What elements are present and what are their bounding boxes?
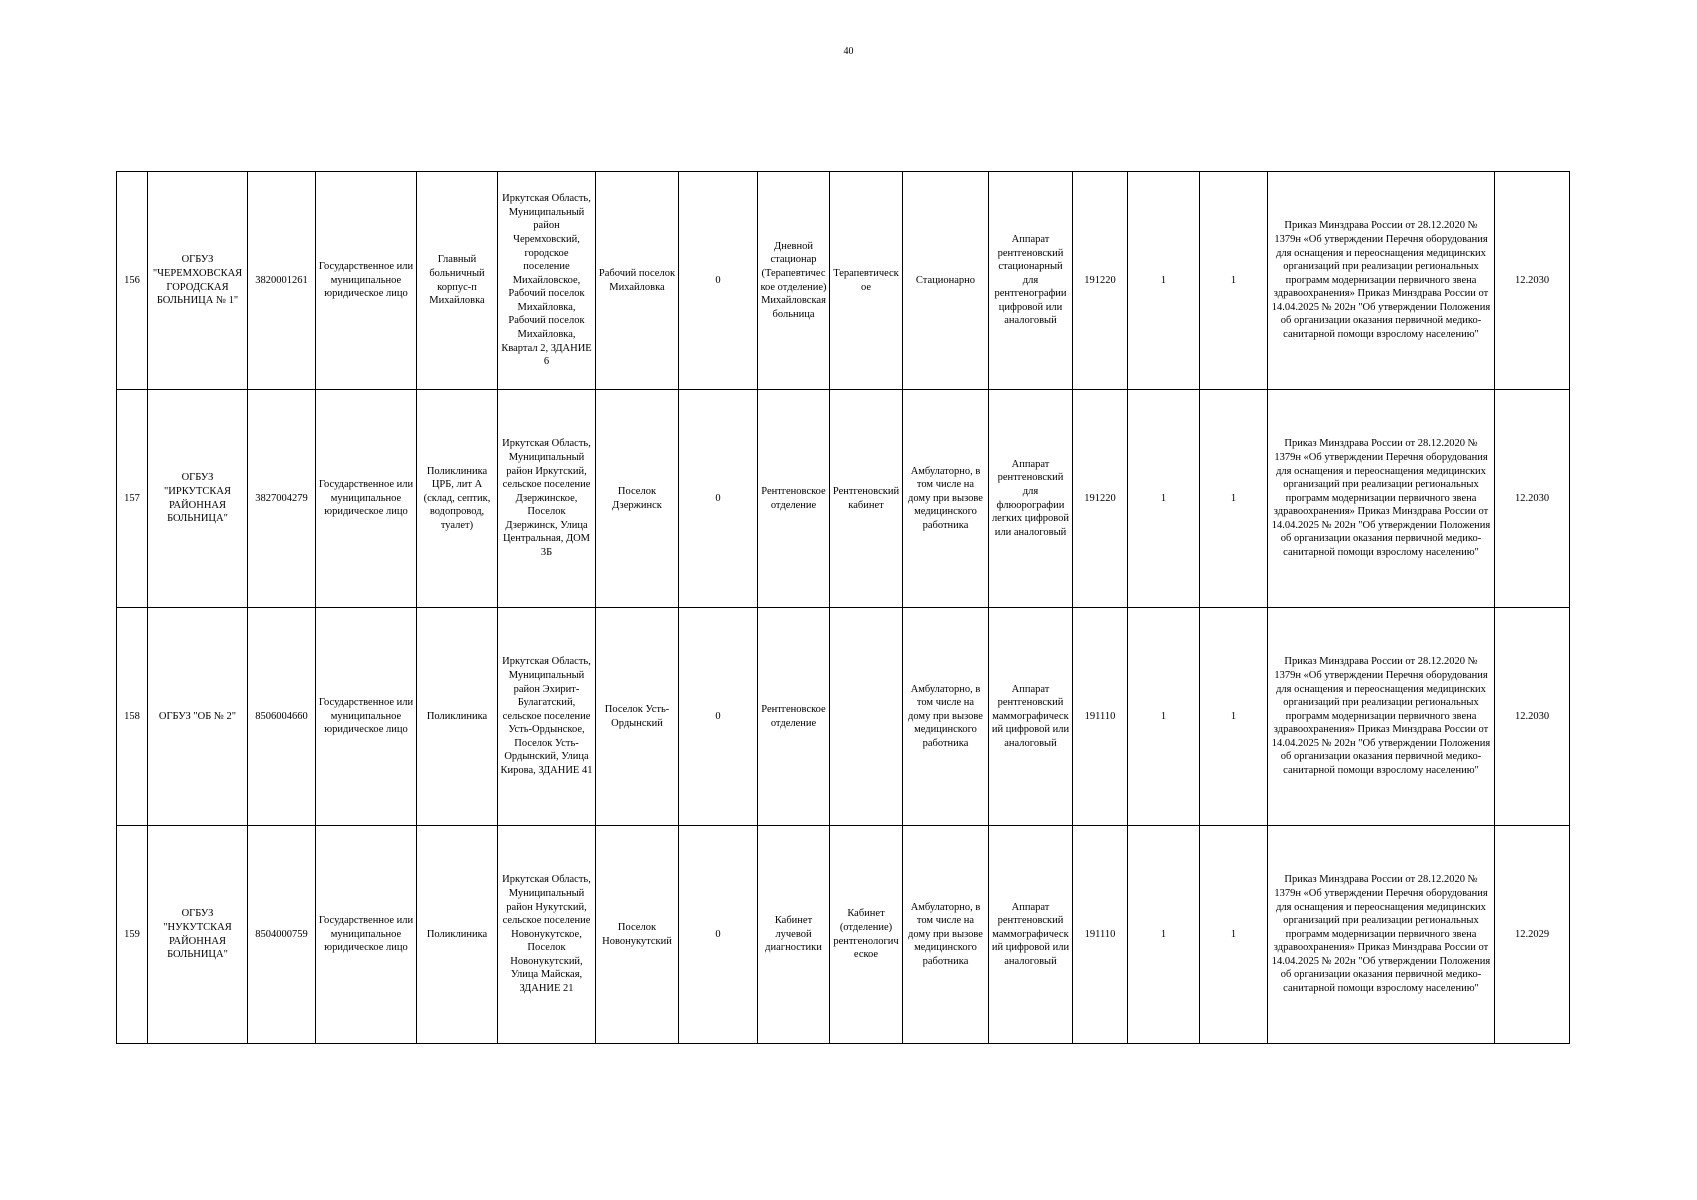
- quantity-2: 1: [1200, 826, 1268, 1044]
- row-number: 159: [117, 826, 148, 1044]
- quantity-2: 1: [1200, 608, 1268, 826]
- organization-name: ОГБУЗ "ИРКУТСКАЯ РАЙОННАЯ БОЛЬНИЦА": [148, 390, 248, 608]
- room: Терапевтическое: [830, 172, 903, 390]
- locality: Поселок Усть-Ордынский: [596, 608, 679, 826]
- zero-value: 0: [679, 390, 758, 608]
- equipment-table: [116, 171, 1570, 1044]
- quantity-1: 1: [1128, 608, 1200, 826]
- inn: 3820001261: [248, 172, 316, 390]
- deadline: 12.2029: [1495, 826, 1570, 1044]
- address: Иркутская Область, Муниципальный район Эхирит-Булагатский, сельское поселение Усть-Ордынское, Поселок Усть-Ордынский, Улица Кирова, ЗДАНИЕ 41: [498, 608, 596, 826]
- locality: Поселок Новонукутский: [596, 826, 679, 1044]
- quantity-1: 1: [1128, 826, 1200, 1044]
- organization-name: ОГБУЗ "ОБ № 2": [148, 608, 248, 826]
- building: Поликлиника: [417, 608, 498, 826]
- legal-basis: Приказ Минздрава России от 28.12.2020 № 1379н «Об утверждении Перечня оборудования для оснащения и переоснащения медицинских организаций при реализации региональных программ модернизации первичного звена здравоохранения» Приказ Минздрава России от 14.04.2025 № 202н "Об утверждении Положения об организации оказания первичной медико-санитарной помощи взрослому населению": [1268, 826, 1495, 1044]
- organization-name: ОГБУЗ "ЧЕРЕМХОВСКАЯ ГОРОДСКАЯ БОЛЬНИЦА № 1": [148, 172, 248, 390]
- row-number: 158: [117, 608, 148, 826]
- room: Рентгеновский кабинет: [830, 390, 903, 608]
- quantity-1: 1: [1128, 172, 1200, 390]
- care-type: Амбулаторно, в том числе на дому при вызове медицинского работника: [903, 826, 989, 1044]
- row-number: 157: [117, 390, 148, 608]
- care-type: Амбулаторно, в том числе на дому при вызове медицинского работника: [903, 390, 989, 608]
- equipment: Аппарат рентгеновский маммографический цифровой или аналоговый: [989, 608, 1073, 826]
- room: Кабинет (отделение) рентгенологическое: [830, 826, 903, 1044]
- legal-form: Государственное или муниципальное юридическое лицо: [316, 172, 417, 390]
- legal-form: Государственное или муниципальное юридическое лицо: [316, 390, 417, 608]
- building: Поликлиника ЦРБ, лит А (склад, септик, водопровод, туалет): [417, 390, 498, 608]
- care-type: Стационарно: [903, 172, 989, 390]
- department: Дневной стационар (Терапевтическое отделение) Михайловская больница: [758, 172, 830, 390]
- page-number: 40: [843, 46, 854, 57]
- deadline: 12.2030: [1495, 172, 1570, 390]
- care-type: Амбулаторно, в том числе на дому при вызове медицинского работника: [903, 608, 989, 826]
- address: Иркутская Область, Муниципальный район Черемховский, городское поселение Михайловское, Рабочий поселок Михайловка, Рабочий поселок Михайловка, Квартал 2, ЗДАНИЕ 6: [498, 172, 596, 390]
- zero-value: 0: [679, 826, 758, 1044]
- table-row: [117, 608, 1570, 826]
- equipment-code: 191110: [1073, 826, 1128, 1044]
- legal-basis: Приказ Минздрава России от 28.12.2020 № 1379н «Об утверждении Перечня оборудования для оснащения и переоснащения медицинских организаций при реализации региональных программ модернизации первичного звена здравоохранения» Приказ Минздрава России от 14.04.2025 № 202н "Об утверждении Положения об организации оказания первичной медико-санитарной помощи взрослому населению": [1268, 390, 1495, 608]
- department: Рентгеновское отделение: [758, 608, 830, 826]
- equipment: Аппарат рентгеновский маммографический цифровой или аналоговый: [989, 826, 1073, 1044]
- organization-name: ОГБУЗ "НУКУТСКАЯ РАЙОННАЯ БОЛЬНИЦА": [148, 826, 248, 1044]
- equipment-code: 191220: [1073, 172, 1128, 390]
- department: Рентгеновское отделение: [758, 390, 830, 608]
- equipment: Аппарат рентгеновский для флюорографии легких цифровой или аналоговый: [989, 390, 1073, 608]
- inn: 8506004660: [248, 608, 316, 826]
- zero-value: 0: [679, 172, 758, 390]
- locality: Поселок Дзержинск: [596, 390, 679, 608]
- address: Иркутская Область, Муниципальный район Нукутский, сельское поселение Новонукутское, Поселок Новонукутский, Улица Майская, ЗДАНИЕ 21: [498, 826, 596, 1044]
- quantity-2: 1: [1200, 390, 1268, 608]
- deadline: 12.2030: [1495, 608, 1570, 826]
- row-number: 156: [117, 172, 148, 390]
- table-row: [117, 172, 1570, 390]
- equipment: Аппарат рентгеновский стационарный для рентгенографии цифровой или аналоговый: [989, 172, 1073, 390]
- quantity-1: 1: [1128, 390, 1200, 608]
- legal-basis: Приказ Минздрава России от 28.12.2020 № 1379н «Об утверждении Перечня оборудования для оснащения и переоснащения медицинских организаций при реализации региональных программ модернизации первичного звена здравоохранения» Приказ Минздрава России от 14.04.2025 № 202н "Об утверждении Положения об организации оказания первичной медико-санитарной помощи взрослому населению": [1268, 608, 1495, 826]
- table-row: [117, 390, 1570, 608]
- legal-basis: Приказ Минздрава России от 28.12.2020 № 1379н «Об утверждении Перечня оборудования для оснащения и переоснащения медицинских организаций при реализации региональных программ модернизации первичного звена здравоохранения» Приказ Минздрава России от 14.04.2025 № 202н "Об утверждении Положения об организации оказания первичной медико-санитарной помощи взрослому населению": [1268, 172, 1495, 390]
- inn: 8504000759: [248, 826, 316, 1044]
- building: Поликлиника: [417, 826, 498, 1044]
- locality: Рабочий поселок Михайловка: [596, 172, 679, 390]
- table-row: [117, 826, 1570, 1044]
- zero-value: 0: [679, 608, 758, 826]
- legal-form: Государственное или муниципальное юридическое лицо: [316, 608, 417, 826]
- deadline: 12.2030: [1495, 390, 1570, 608]
- equipment-code: 191110: [1073, 608, 1128, 826]
- legal-form: Государственное или муниципальное юридическое лицо: [316, 826, 417, 1044]
- inn: 3827004279: [248, 390, 316, 608]
- equipment-code: 191220: [1073, 390, 1128, 608]
- room: [830, 608, 903, 826]
- building: Главный больничный корпус-п Михайловка: [417, 172, 498, 390]
- department: Кабинет лучевой диагностики: [758, 826, 830, 1044]
- address: Иркутская Область, Муниципальный район Иркутский, сельское поселение Дзержинское, Поселок Дзержинск, Улица Центральная, ДОМ 3Б: [498, 390, 596, 608]
- quantity-2: 1: [1200, 172, 1268, 390]
